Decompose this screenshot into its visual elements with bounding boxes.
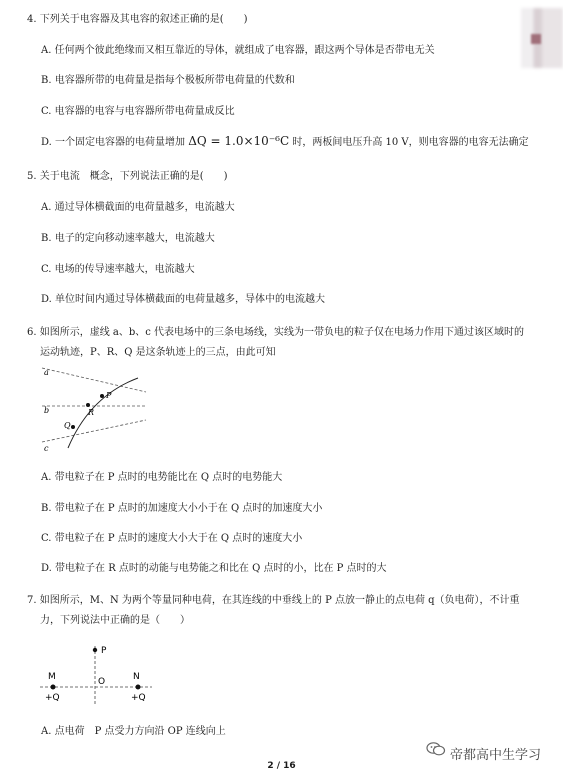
question-6-stem-line2: 运动轨迹，P、R、Q 是这条轨迹上的三点，由此可知 (40, 347, 276, 358)
blurred-corner-image (521, 8, 563, 68)
charges-figure (36, 640, 166, 710)
question-5-stem: 5. 关于电流 概念，下列说法正确的是( ) (27, 171, 228, 182)
option-d-text-after: 时，两板间电压升高 10 V，则电容器的电容无法确定 (292, 137, 529, 148)
particle-trajectory (68, 378, 138, 448)
question-6-option-d: D. 带电粒子在 R 点时的动能与电势能之和比在 Q 点时的小，比在 P 点时的大 (41, 563, 387, 574)
charge-n-value: +Q (131, 693, 146, 703)
question-7-stem-line2: 力，下列说法中正确的是（ ） (40, 615, 190, 626)
blurred-corner-mark (531, 34, 541, 44)
question-5-option-d: D. 单位时间内通过导体横截面的电荷量越多，导体中的电流越大 (41, 294, 326, 305)
label-a: a (44, 368, 49, 377)
option-d-text-before: D. 一个固定电容器的电荷量增加 (41, 137, 186, 148)
label-r: R (88, 408, 95, 417)
charge-m-dot (51, 685, 56, 690)
point-p-dot (93, 648, 97, 652)
question-6-option-c: C. 带电粒子在 P 点时的速度大小大于在 Q 点时的速度大小 (41, 533, 303, 544)
question-4-option-a: A. 任何两个彼此绝缘而又相互靠近的导体，就组成了电容器，跟这两个导体是否带电无关 (41, 45, 435, 56)
charge-m-value: +Q (45, 693, 60, 703)
point-q (71, 425, 75, 429)
label-p: P (106, 391, 112, 400)
delta-q-formula: ΔQ = 1.0×10⁻⁶C (188, 134, 290, 148)
point-p (100, 394, 104, 398)
field-line-figure (38, 362, 150, 454)
question-5-option-b: B. 电子的定向移动速率越大，电流越大 (41, 233, 215, 244)
question-5-option-c: C. 电场的传导速率越大，电流越大 (41, 264, 195, 275)
question-4-stem: 4. 下列关于电容器及其电容的叙述正确的是( ) (27, 14, 248, 25)
field-line-c (42, 420, 146, 442)
label-b: b (44, 406, 50, 415)
wechat-icon (426, 741, 446, 757)
question-4-option-c: C. 电容器的电容与电容器所带电荷量成反比 (41, 106, 235, 117)
question-4-option-b: B. 电容器所带的电荷量是指每个极板所带电荷量的代数和 (41, 75, 295, 86)
label-c: c (44, 444, 49, 453)
point-r (86, 403, 90, 407)
charge-n-dot (136, 685, 141, 690)
label-p: P (101, 646, 107, 656)
question-6-stem-line1: 6. 如图所示，虚线 a、b、c 代表电场中的三条电场线，实线为一带负电的粒子仅在电场力作用下通过该区域时的 (27, 327, 525, 338)
question-6-option-a: A. 带电粒子在 P 点时的电势能比在 Q 点时的电势能大 (41, 472, 283, 483)
question-7-stem-line1: 7. 如图所示，M、N 为两个等量同种电荷，在其连线的中垂线上的 P 点放一静止的点电荷 q（负电荷），不计重 (27, 595, 520, 606)
question-6-option-b: B. 带电粒子在 P 点时的加速度大小小于在 Q 点时的加速度大小 (41, 503, 323, 514)
page-number: 2 / 16 (267, 761, 296, 771)
question-5-option-a: A. 通过导体横截面的电荷量越多，电流越大 (41, 202, 235, 213)
label-m: M (48, 672, 56, 682)
question-7-option-a: A. 点电荷 P 点受力方向沿 OP 连线向上 (41, 726, 226, 737)
field-line-a (42, 368, 146, 392)
question-4-option-d (41, 133, 529, 148)
watermark-text: 帝都高中生学习 (450, 748, 542, 763)
label-o: O (98, 677, 106, 687)
label-n: N (133, 672, 140, 682)
label-q: Q (64, 421, 71, 430)
